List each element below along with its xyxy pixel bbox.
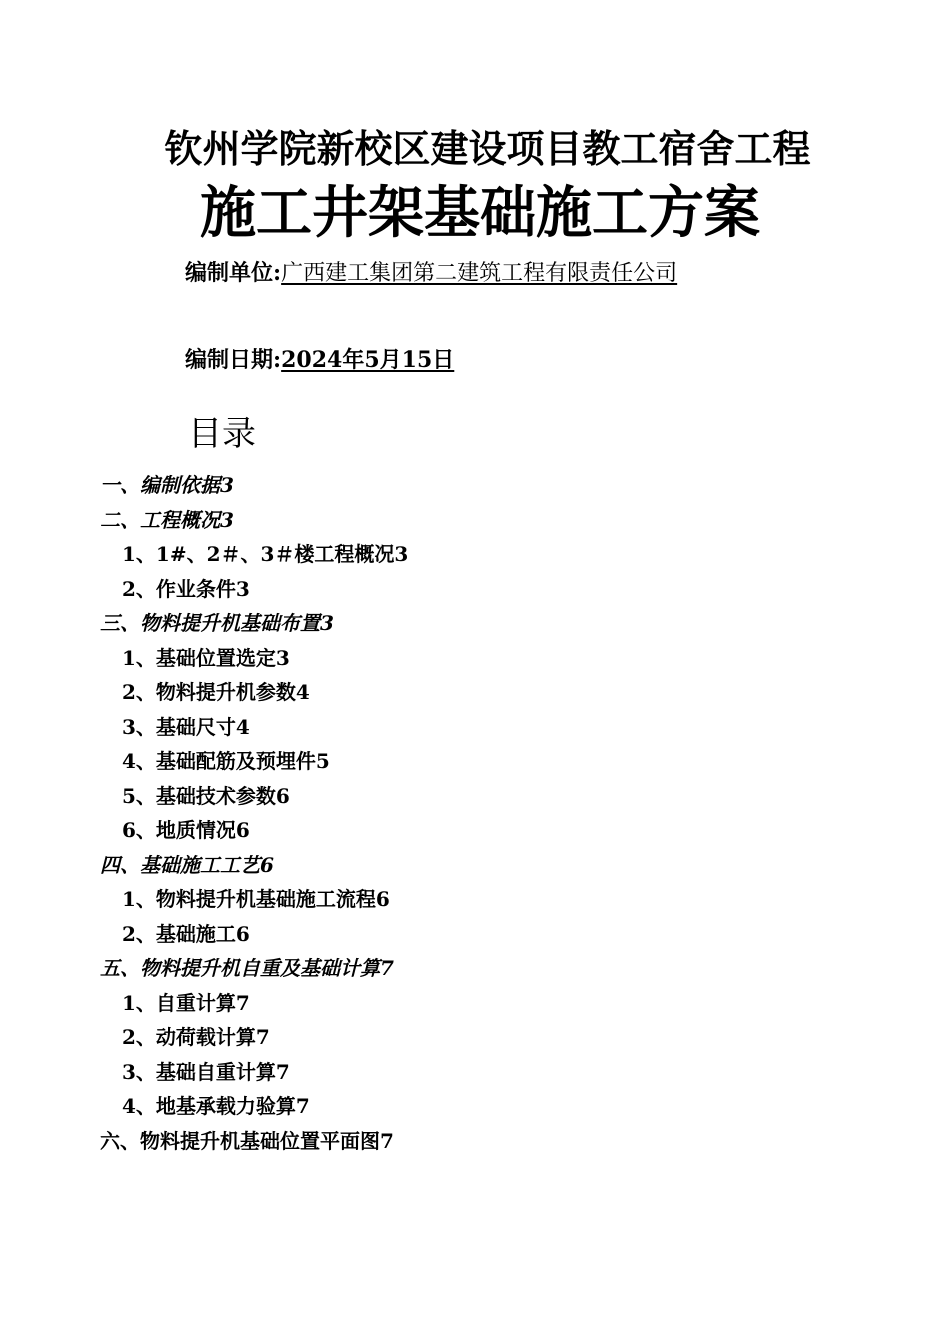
- compile-unit-value: 广西建工集团第二建筑工程有限责任公司: [281, 261, 678, 286]
- table-of-contents: [100, 468, 860, 1158]
- toc-item[interactable]: 2、动荷载计算7: [122, 1025, 270, 1049]
- toc-item[interactable]: 1、基础位置选定3: [122, 645, 290, 670]
- toc-item[interactable]: 3、基础自重计算7: [122, 1059, 290, 1084]
- compile-date-value: 2024年5月15日: [281, 347, 455, 373]
- toc-item[interactable]: 3、基础尺寸4: [122, 714, 250, 739]
- compile-unit: [185, 258, 677, 289]
- toc-item[interactable]: 三、物料提升机基础布置3: [100, 611, 334, 635]
- toc-item[interactable]: 五、物料提升机自重及基础计算7: [100, 956, 394, 980]
- toc-item[interactable]: 一、编制依据3: [100, 473, 234, 497]
- toc-item[interactable]: 4、地基承载力验算7: [122, 1094, 310, 1118]
- document-title-line2: 施工井架基础施工方案: [200, 180, 760, 246]
- toc-item[interactable]: 2、物料提升机参数4: [122, 680, 310, 704]
- toc-item[interactable]: 四、基础施工工艺6: [100, 852, 274, 877]
- toc-item[interactable]: 六、物料提升机基础位置平面图7: [100, 1128, 394, 1153]
- toc-item[interactable]: 2、作业条件3: [122, 576, 250, 601]
- toc-item[interactable]: 1、物料提升机基础施工流程6: [122, 887, 390, 911]
- document-title-line1: 钦州学院新校区建设项目教工宿舍工程: [164, 126, 811, 171]
- compile-date: [185, 345, 466, 375]
- toc-item[interactable]: 6、地质情况6: [122, 818, 250, 842]
- compile-date-label: 编制日期:: [185, 347, 282, 373]
- toc-item[interactable]: 1、1#、2＃、3＃楼工程概况3: [122, 542, 409, 566]
- compile-unit-label: 编制单位:: [185, 260, 282, 286]
- toc-item[interactable]: 1、自重计算7: [122, 990, 250, 1015]
- toc-item[interactable]: 5、基础技术参数6: [122, 783, 290, 808]
- toc-item[interactable]: 4、基础配筋及预埋件5: [122, 749, 330, 773]
- toc-item[interactable]: 二、工程概况3: [100, 507, 234, 532]
- toc-item[interactable]: 2、基础施工6: [122, 921, 250, 946]
- toc-heading: 目录: [188, 414, 256, 454]
